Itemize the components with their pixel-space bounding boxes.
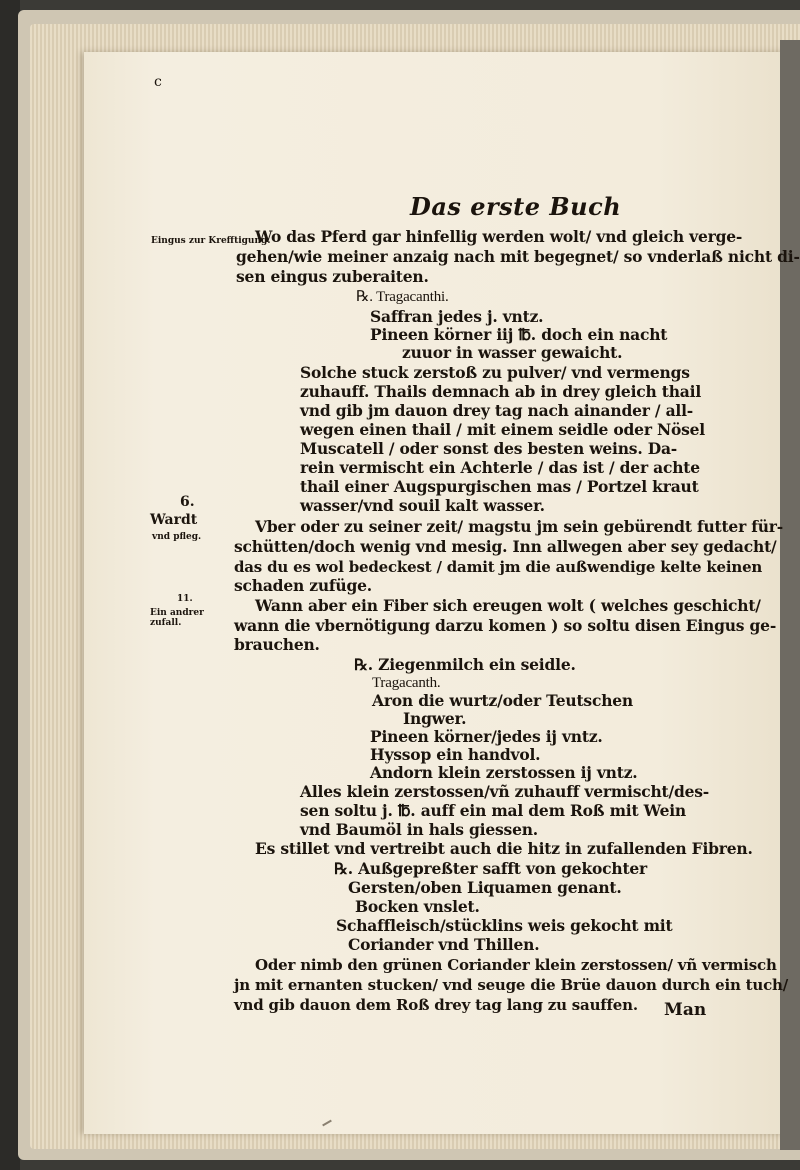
text-line: Oder nimb den grünen Coriander klein zerstossen/ vñ vermisch xyxy=(255,956,777,974)
text-line: Solche stuck zerstoß zu pulver/ vnd vermengs xyxy=(300,363,690,382)
page-header: Das erste Buch xyxy=(410,192,622,221)
catchword: Man xyxy=(664,1000,707,1020)
text-line: schütten/doch wenig vnd mesig. Inn allwegen aber sey gedacht/ xyxy=(234,537,777,556)
text-line: gehen/wie meiner anzaig nach mit begegnet/ so vnderlaß nicht di- xyxy=(236,247,800,266)
text-line: Alles klein zerstossen/vñ zuhauff vermischt/des- xyxy=(300,782,710,801)
margin-note-zufall: Ein andrer zufall. xyxy=(150,608,204,628)
text-line: sen eingus zuberaiten. xyxy=(236,267,429,286)
text-line: vnd gib dauon dem Roß drey tag lang zu sauffen. xyxy=(234,996,638,1014)
text-line: ℞. Außgepreßter safft von gekochter xyxy=(334,859,648,878)
text-line: Wo das Pferd gar hinfellig werden wolt/ vnd gleich verge- xyxy=(255,227,743,246)
text-line: Ingwer. xyxy=(403,709,467,728)
text-line: Muscatell / oder sonst des besten weins. Da- xyxy=(300,439,678,458)
text-line: wann die vbernötigung darzu komen ) so soltu disen Eingus ge- xyxy=(234,616,777,635)
text-line: das du es wol bedeckest / damit jm die außwendige kelte keinen xyxy=(234,558,763,576)
margin-note-wardt: Wardt xyxy=(150,512,198,528)
text-line: Pineen körner/jedes ij vntz. xyxy=(370,727,603,746)
text-line: Es stillet vnd vertreibt auch die hitz in zufallenden Fibren. xyxy=(255,839,753,858)
text-line: Gersten/oben Liquamen genant. xyxy=(348,878,622,897)
text-line: vnd Baumöl in hals giessen. xyxy=(300,820,538,839)
text-line: Saffran jedes j. vntz. xyxy=(370,307,544,326)
text-line: Hyssop ein handvol. xyxy=(370,745,541,764)
text-line: Tragacanth. xyxy=(372,675,441,691)
text-line: zuuor in wasser gewaicht. xyxy=(402,343,623,362)
text-line: brauchen. xyxy=(234,635,320,654)
text-line: Coriander vnd Thillen. xyxy=(348,935,540,954)
margin-note-number-11: 11. xyxy=(177,594,193,604)
book-binding xyxy=(0,0,20,1170)
text-line: wegen einen thail / mit einem seidle oder Nösel xyxy=(300,420,705,439)
text-line: Aron die wurtz/oder Teutschen xyxy=(372,691,633,710)
text-line: jn mit ernanten stucken/ vnd seuge die Brüe dauon durch ein tuch/ xyxy=(234,976,789,994)
margin-note-number-6: 6. xyxy=(180,494,195,510)
margin-note-eingus: Eingus zur Krefftigung. xyxy=(151,236,271,246)
text-line: rein vermischt ein Achterle / das ist / der achte xyxy=(300,458,700,477)
margin-note-pfleg: vnd pfleg. xyxy=(152,532,202,542)
text-line: Andorn klein zerstossen ij vntz. xyxy=(370,763,638,782)
text-line: sen soltu j. ℔. auff ein mal dem Roß mit Wein xyxy=(300,801,686,820)
corner-mark: c xyxy=(154,74,162,90)
text-line: Schaffleisch/stücklins weis gekocht mit xyxy=(336,916,673,935)
text-line: Pineen körner iij ℔. doch ein nacht xyxy=(370,325,668,344)
text-line: schaden zufüge. xyxy=(234,576,372,595)
text-line: zuhauff. Thails demnach ab in drey gleich thail xyxy=(300,382,702,401)
text-line: ℞. Tragacanthi. xyxy=(356,289,449,305)
text-line: vnd gib jm dauon drey tag nach ainander / all- xyxy=(300,401,694,420)
text-line: Wann aber ein Fiber sich ereugen wolt ( welches geschicht/ xyxy=(255,596,761,615)
text-line: thail einer Augspurgischen mas / Portzel kraut xyxy=(300,477,699,496)
text-line: Bocken vnslet. xyxy=(355,897,480,916)
text-line: wasser/vnd souil kalt wasser. xyxy=(300,496,545,515)
text-line: ℞. Ziegenmilch ein seidle. xyxy=(354,655,576,674)
text-line: Vber oder zu seiner zeit/ magstu jm sein gebürendt futter für- xyxy=(255,517,783,536)
